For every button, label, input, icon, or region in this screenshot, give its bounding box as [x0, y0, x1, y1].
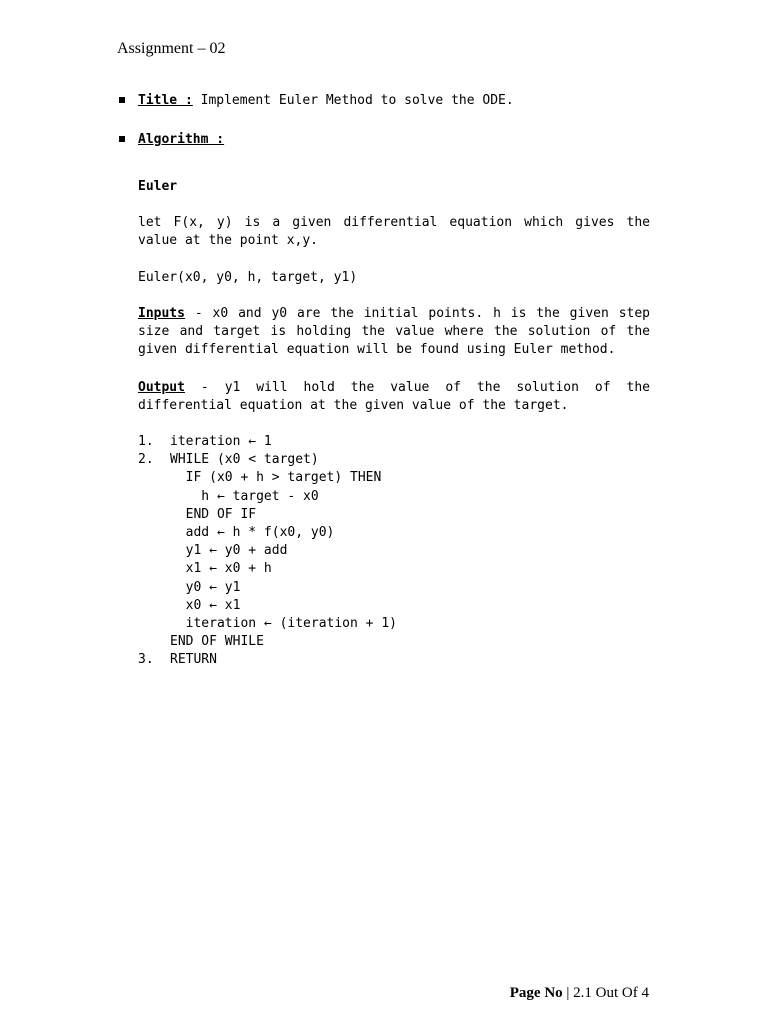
output-label: Output: [138, 380, 185, 395]
output-paragraph: [138, 379, 650, 415]
assignment-title: Assignment – 02: [117, 40, 226, 57]
step-text: x0 ← x1: [170, 597, 241, 613]
step-line: [138, 579, 650, 597]
step-number: 3.: [138, 652, 154, 668]
title-text: Implement Euler Method to solve the ODE.: [192, 93, 514, 108]
step-text: y0 ← y1: [170, 579, 241, 595]
step-line: [138, 488, 650, 506]
step-text: WHILE (x0 < target): [170, 452, 319, 468]
step-text: h ← target - x0: [170, 488, 319, 504]
algorithm-heading: Euler: [138, 179, 178, 194]
step-line: [138, 633, 650, 651]
step-text: IF (x0 + h > target) THEN: [170, 470, 382, 486]
algorithm-description: let F(x, y) is a given differential equation which gives the value at the point x,y.: [138, 215, 650, 249]
document-header: [117, 40, 225, 58]
step-line: [138, 451, 650, 469]
step-line: [138, 524, 650, 542]
step-number: 1.: [138, 434, 154, 449]
step-line: [138, 615, 650, 633]
inputs-paragraph: [138, 305, 650, 360]
step-text: y1 ← y0 + add: [170, 543, 288, 559]
step-line: [138, 433, 650, 451]
step-text: END OF IF: [170, 506, 257, 522]
page-footer: [510, 985, 649, 1002]
step-text: RETURN: [170, 652, 217, 668]
step-text: iteration ← 1: [170, 434, 272, 449]
square-bullet-icon: [119, 97, 125, 103]
inputs-label: Inputs: [138, 306, 185, 321]
step-text: x1 ← x0 + h: [170, 561, 272, 577]
algorithm-label: Algorithm :: [138, 132, 225, 147]
inputs-text: - x0 and y0 are the initial points. h is the given step size and target is holding the value where the solution of the given differential equation will be found using Euler method.: [138, 306, 650, 358]
step-line: [138, 542, 650, 560]
algorithm-signature: Euler(x0, y0, h, target, y1): [138, 270, 358, 285]
step-line: [138, 597, 650, 615]
title-label: Title :: [138, 93, 193, 108]
output-text: - y1 will hold the value of the solution of the differential equation at the given value of the target.: [138, 380, 650, 414]
step-line: [138, 651, 650, 669]
page-no-label: Page No: [509, 985, 563, 1001]
page-separator: |: [562, 985, 574, 1001]
step-number: 2.: [138, 452, 154, 468]
square-bullet-icon: [119, 136, 125, 142]
step-text: add ← h * f(x0, y0): [170, 524, 335, 540]
page-number: 2.1 Out Of 4: [573, 985, 649, 1001]
step-line: [138, 506, 650, 524]
step-line: [138, 560, 650, 578]
algorithm-steps: [138, 433, 650, 669]
step-line: [138, 469, 650, 487]
step-text: END OF WHILE: [170, 634, 264, 650]
step-text: iteration ← (iteration + 1): [170, 615, 397, 631]
